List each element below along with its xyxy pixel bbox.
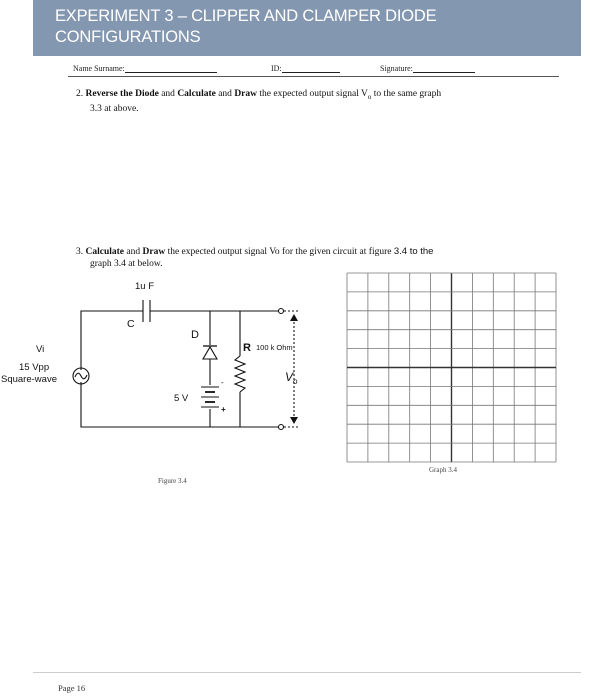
signature-label: Signature:	[380, 64, 413, 73]
sine-wave-icon	[75, 373, 87, 379]
q2-bold-draw: Draw	[234, 89, 258, 99]
footer-rule	[33, 672, 581, 673]
diode-label: D	[191, 329, 199, 341]
capacitor-label: C	[127, 318, 135, 330]
q3-text: and	[124, 247, 143, 257]
diode-symbol-icon	[203, 347, 217, 359]
output-terminal-top	[279, 309, 284, 314]
question-2-line-2: 3.3 at above.	[90, 103, 139, 114]
question-3-number: 3.	[76, 247, 84, 257]
q2-text: and	[158, 89, 178, 99]
arrow-down-icon	[290, 417, 298, 424]
battery-plus-label: +	[221, 405, 226, 414]
name-surname-label: Name Surname:	[73, 64, 125, 73]
q2-text: and	[215, 89, 235, 99]
q2-bold-reverse: Reverse the Diode	[85, 89, 159, 99]
q2-text: the expected output signal V	[257, 89, 368, 99]
output-terminal-bottom	[279, 425, 284, 430]
battery-minus-label: -	[221, 378, 224, 387]
q3-bold-draw: Draw	[142, 247, 166, 257]
resistor-value-label: 100 k Ohm	[256, 343, 293, 352]
figure-caption: Figure 3.4	[158, 477, 187, 485]
arrow-up-icon	[290, 314, 298, 321]
source-type-label: Square-wave	[1, 374, 57, 385]
source-vpp-label: 15 Vpp	[19, 362, 50, 373]
resistor-zigzag	[235, 356, 245, 392]
resistor-label: R	[243, 342, 251, 354]
source-vi-label: Vi	[36, 344, 45, 355]
graph-caption: Graph 3.4	[429, 466, 457, 474]
output-voltage-label: $V_o$	[285, 370, 298, 386]
page-number: Page 16	[58, 683, 86, 693]
question-3-line-2: graph 3.4 at below.	[90, 259, 163, 269]
q3-text-figure-ref: 3.4 to the	[393, 246, 434, 257]
q2-text: to the same graph	[371, 89, 442, 99]
title-line-2: CONFIGURATIONS	[55, 28, 201, 46]
question-2-number: 2.	[76, 89, 84, 99]
title-line-1: EXPERIMENT 3 – CLIPPER AND CLAMPER DIODE	[55, 7, 437, 25]
q3-text: the expected output signal Vo for the given circuit at figure	[165, 247, 394, 257]
q2-bold-calculate: Calculate	[177, 89, 216, 99]
capacitor-value-label: 1u F	[135, 281, 155, 292]
wire-bottom	[81, 382, 278, 427]
battery-value-label: 5 V	[174, 393, 189, 404]
q3-bold-calculate: Calculate	[85, 247, 125, 257]
id-label: ID:	[271, 64, 282, 73]
q2-subscript: o	[367, 92, 372, 101]
